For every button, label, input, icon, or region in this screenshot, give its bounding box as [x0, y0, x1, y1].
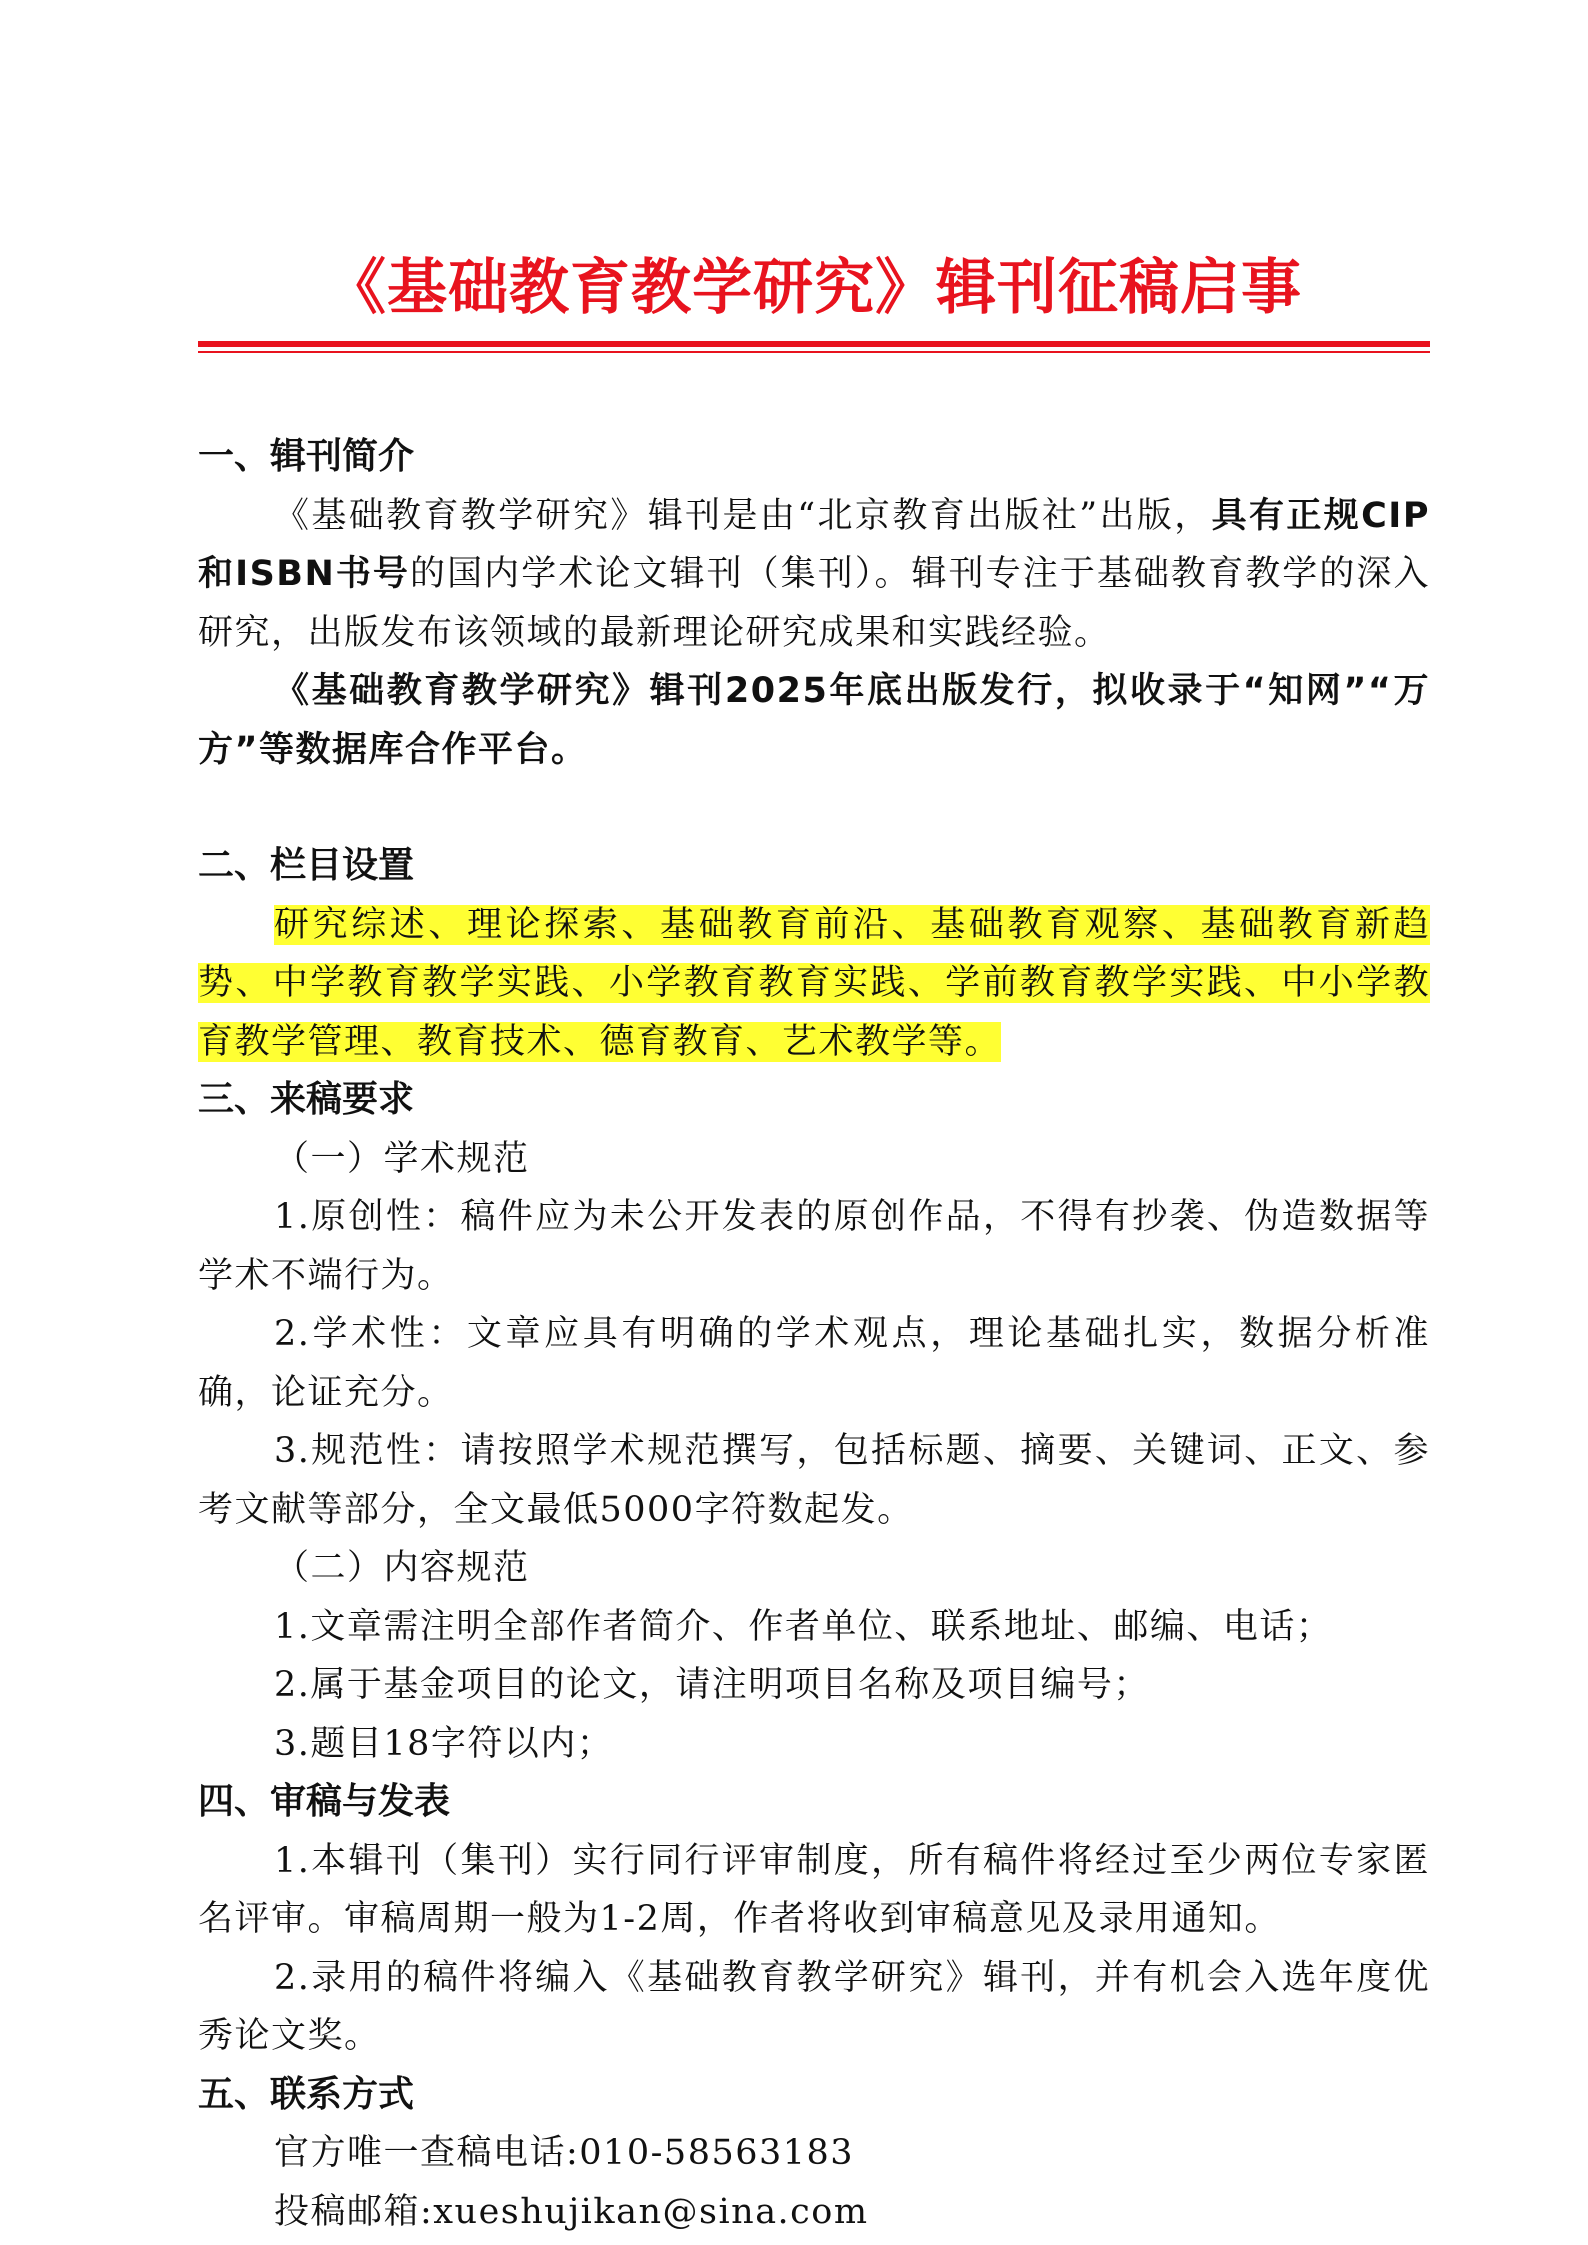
section2-columns-highlight: 研究综述、理论探索、基础教育前沿、基础教育观察、基础教育新趋势、中学教育教学实践、小学教育教育实践、学前教育教学实践、中小学教育教学管理、教育技术、德育教育、艺术教学等。 [198, 904, 1430, 1062]
section3-sub1-item: 1.原创性：稿件应为未公开发表的原创作品，不得有抄袭、伪造数据等学术不端行为。 [198, 1197, 1430, 1296]
section3-sub2-item: 3.题目18字符以内； [274, 1723, 614, 1764]
section1-paragraph1-part-b: 的国内学术论文辑刊（集刊）。辑刊专注于基础教育教学的深入研究，出版发布该领域的最新理论研究成果和实践经验。 [198, 554, 1430, 653]
section3-sub1-heading: （一）学术规范 [274, 1138, 530, 1179]
section2-heading: 二、栏目设置 [198, 845, 415, 886]
section4-heading: 四、审稿与发表 [198, 1781, 451, 1822]
section4-item: 1.本辑刊（集刊）实行同行评审制度，所有稿件将经过至少两位专家匿名评审。审稿周期一般为1-2周，作者将收到审稿意见及录用通知。 [198, 1840, 1430, 1939]
section2-columns-paragraph [198, 896, 1430, 1072]
section1-heading: 一、辑刊简介 [198, 436, 415, 477]
section5-heading: 五、联系方式 [198, 2073, 415, 2115]
section1-paragraph1-part-a: 《基础教育教学研究》辑刊是由“北京教育出版社”出版， [274, 495, 1212, 536]
section4-item: 2.录用的稿件将编入《基础教育教学研究》辑刊，并有机会入选年度优秀论文奖。 [198, 1957, 1430, 2056]
contact-email: 投稿邮箱:xueshujikan@sina.com [274, 2191, 869, 2232]
section3-sub2-item: 1.文章需注明全部作者简介、作者单位、联系地址、邮编、电话； [274, 1606, 1333, 1647]
section1-paragraph1 [198, 487, 1430, 663]
document-title: 《基础教育教学研究》辑刊征稿启事 [326, 253, 1302, 323]
section3-heading: 三、来稿要求 [198, 1079, 415, 1120]
section3-sub1-item: 2.学术性：文章应具有明确的学术观点，理论基础扎实，数据分析准确，论证充分。 [198, 1314, 1430, 1413]
document-body [198, 428, 1430, 2241]
section1-paragraph2: 《基础教育教学研究》辑刊2025年底出版发行，拟收录于“知网”“万方”等数据库合作平台。 [198, 671, 1430, 770]
section3-sub2-heading: （二）内容规范 [274, 1548, 530, 1588]
section3-sub1-item: 3.规范性：请按照学术规范撰写，包括标题、摘要、关键词、正文、参考文献等部分，全文最低5000字符数起发。 [198, 1431, 1430, 1530]
section3-sub2-item: 2.属于基金项目的论文，请注明项目名称及项目编号； [274, 1665, 1150, 1705]
title-rule-thin [198, 351, 1430, 353]
spacer [198, 779, 1430, 837]
contact-phone: 官方唯一查稿电话:010-58563183 [274, 2133, 855, 2173]
section1-paragraph1-bold: 具有正规CIP和ISBN书号 [198, 495, 1430, 594]
title-rule-thick [198, 341, 1430, 347]
